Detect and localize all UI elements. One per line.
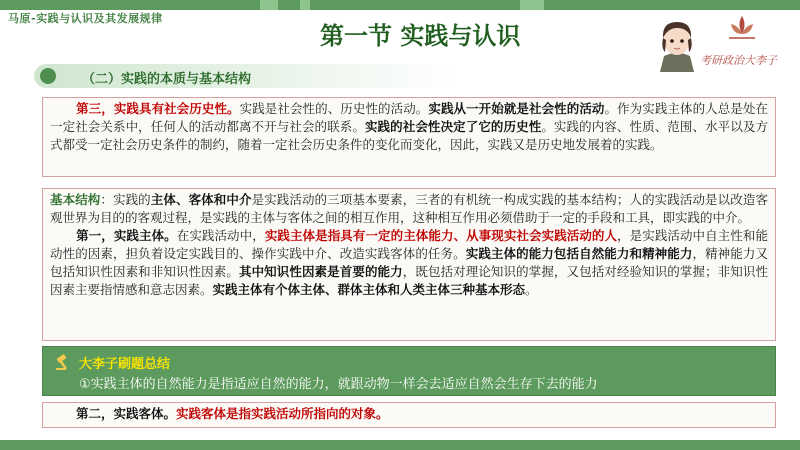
gavel-icon	[55, 353, 73, 371]
section-title: 第一节 实践与认识	[320, 21, 521, 50]
lead-second: 第二，实践客体。	[76, 406, 177, 421]
bottom-decor-bar	[0, 440, 800, 450]
summary-title: 大李子刷题总结	[79, 357, 171, 372]
subtitle-bar	[34, 64, 454, 88]
lead-third: 第三，实践具有社会历史性。	[76, 101, 240, 116]
avatar-illustration	[650, 14, 704, 74]
lotus-logo-icon	[725, 12, 759, 42]
label-basic-structure: 基本结构	[50, 192, 101, 207]
circle-bullet-icon	[40, 68, 56, 84]
top-decor-bar	[0, 0, 800, 10]
brand-logo-text: 考研政治大李子	[700, 54, 777, 67]
lead-first: 第一，实践主体。	[76, 228, 177, 243]
paragraph-social-history: 第三，实践具有社会历史性。实践是社会性的、历史性的活动。实践从一开始就是社会性的活动。作为实践主体的人总是处在一定社会关系中，任何人的活动都离不开与社会的联系。实践的社会性决定了它的历史性。实践的内容、性质、范围、水平以及方式都受一定社会历史条件的制约，随着一定社会历史条件的变化而变化，因此，实践又是历史地发展着的实践。	[50, 101, 768, 152]
course-label: 马原-实践与认识及其发展规律	[8, 12, 163, 25]
summary-body: ①实践主体的自然能力是指适应自然的能力，就跟动物一样会去适应自然会生存下去的能力	[79, 377, 598, 392]
subtitle-text: （二）实践的本质与基本结构	[82, 72, 252, 87]
paragraph-practice-object: 第二，实践客体。实践客体是指实践活动所指向的对象。	[76, 406, 389, 421]
summary-panel	[42, 346, 776, 396]
paragraph-basic-structure: 基本结构：实践的主体、客体和中介是实践活动的三项基本要素，三者的有机统一构成实践的基本结构；人的实践活动是以改造客观世界为目的的客观过程，是实践的主体与客体之间的相互作用，这种相互作用必须借助于一定的手段和工具，即实践的中介。 第一，实践主体。在实践活动中，实践主体是指具有一定的主体能力、从事现实社会实践活动的人，是实践活动中自主性和能动性的因素，担负着设定实践目的、操作实践中介、改造实践客体的任务。实践主体的能力包括自然能力和精神能力，精神能力又包括知识性因素和非知识性因素。其中知识性因素是首要的能力，既包括对理论知识的掌握，又包括对经验知识的掌握；非知识性因素主要指情感和意志因素。实践主体有个体主体、群体主体和人类主体三种基本形态。	[50, 192, 768, 297]
